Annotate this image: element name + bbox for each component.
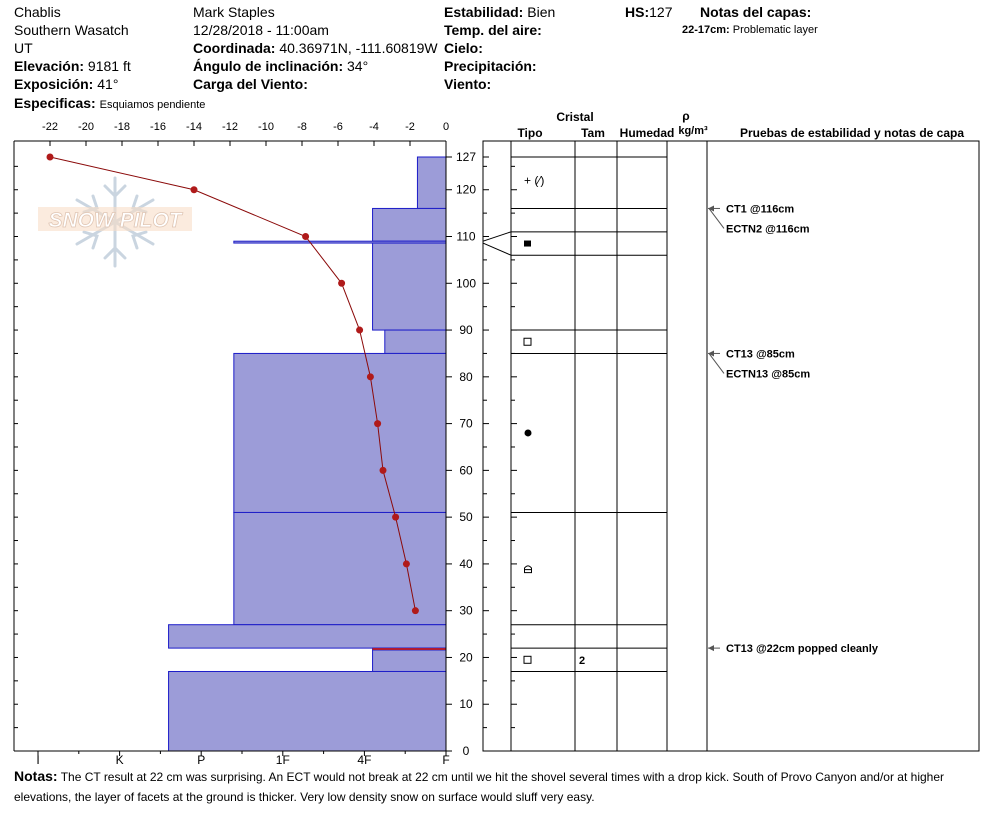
temp-tick-label: -6 (333, 121, 343, 133)
temperature-point (47, 154, 54, 161)
grain-round-icon (525, 429, 532, 436)
hardness-layer (234, 353, 446, 512)
hardness-layer (373, 650, 446, 672)
height-tick-label: 50 (459, 510, 473, 525)
snow-pilot-logo (38, 178, 192, 266)
stability-test-label: ECTN2 @116cm (726, 223, 810, 236)
tam-header: Tam (581, 126, 605, 140)
grain-symbol: + (⁄) (524, 173, 545, 188)
temperature-point (374, 420, 381, 427)
temp-tick-label: -12 (222, 121, 238, 133)
grain-square-icon (524, 338, 531, 345)
datetime: 12/28/2018 - 11:00am (193, 22, 329, 38)
height-tick-label: 70 (459, 416, 473, 431)
stability-value: Bien (527, 4, 556, 20)
logo-text: SNOW PILOT (48, 209, 182, 232)
hs-label: HS: (625, 4, 650, 20)
temperature-point (356, 327, 363, 334)
tests-header: Pruebas de estabilidad y notas de capa (739, 126, 965, 140)
stability-test-label: CT13 @22cm popped cleanly (726, 643, 878, 656)
notes (14, 766, 974, 807)
range: Southern Wasatch (14, 22, 129, 38)
temp-tick-label: -18 (114, 121, 130, 133)
temp-tick-label: -16 (150, 121, 166, 133)
temperature-point (380, 467, 387, 474)
layer-note-range: 22-17cm: (682, 24, 730, 36)
height-tick-label: 90 (459, 323, 473, 338)
hardness-layer (169, 625, 446, 648)
hardness-tick-label: 4F (357, 753, 372, 767)
temperature-point (412, 607, 419, 614)
coord-label: Coordinada: (193, 40, 276, 56)
wind-label: Viento: (444, 76, 492, 92)
height-tick-label: 80 (459, 369, 473, 384)
height-tick-label: 60 (459, 463, 473, 478)
aspect-value: 41° (97, 76, 119, 92)
humedad-header: Humedad (619, 126, 675, 140)
state: UT (14, 40, 33, 56)
stability-test-label: ECTN13 @85cm (726, 368, 811, 381)
test-arrow-icon (708, 645, 714, 651)
height-tick-label: 100 (455, 276, 477, 291)
layer-notes-label: Notas del capas: (700, 4, 812, 20)
slope-value: 34° (347, 58, 369, 74)
temp-tick-label: -8 (297, 121, 307, 133)
tipo-header: Tipo (517, 126, 543, 140)
hardness-tick-label: 1F (275, 753, 290, 767)
temp-tick-label: -10 (258, 121, 274, 133)
wind-load-label: Carga del Viento: (193, 76, 308, 92)
height-tick-label: 110 (456, 229, 476, 244)
hardness-layer (373, 243, 446, 330)
temperature-point (392, 514, 399, 521)
density-unit-header: kg/m³ (678, 125, 708, 137)
temperature-point (403, 560, 410, 567)
temperature-point (338, 280, 345, 287)
hardness-tick-label: K (115, 753, 124, 767)
temperature-point (367, 373, 374, 380)
precip-label: Precipitación: (444, 58, 537, 74)
hardness-tick-label: I (36, 753, 40, 767)
observer: Mark Staples (193, 4, 275, 20)
location: Chablis (14, 4, 61, 20)
aspect-label: Exposición: (14, 76, 94, 92)
elevation-value: 9181 ft (87, 58, 131, 74)
height-tick-label: 0 (462, 744, 470, 758)
hardness-layer (385, 330, 446, 353)
grain-solid-square-icon (524, 241, 531, 247)
temp-tick-label: -20 (78, 121, 94, 133)
notes-label: Notas: (14, 768, 58, 784)
temperature-point (191, 186, 198, 193)
hardness-layer (169, 671, 446, 751)
stability-test-label: CT1 @116cm (726, 203, 795, 216)
layer-connector (483, 243, 511, 255)
temp-tick-label: 0 (442, 121, 450, 133)
specifics-label: Especificas: (14, 95, 96, 111)
grain-square-icon (524, 656, 531, 663)
height-tick-label: 20 (459, 650, 473, 665)
hardness-tick-label: P (197, 753, 206, 767)
specifics-value: Esquiamos pendiente (99, 99, 206, 111)
slope-label: Ángulo de inclinación: (193, 58, 344, 74)
temperature-point (302, 233, 309, 240)
layer-note-text: Problematic layer (732, 24, 818, 36)
temp-tick-label: -4 (369, 121, 379, 133)
test-connector-line (709, 208, 724, 228)
sky-label: Cielo: (444, 40, 483, 56)
temp-tick-label: -22 (42, 121, 58, 133)
hardness-tick-label: F (442, 753, 450, 767)
elevation-label: Elevación: (14, 58, 85, 74)
test-connector-line (709, 353, 724, 373)
hardness-layer (373, 208, 446, 241)
cristal-header: Cristal (556, 110, 594, 124)
grain-size: 2 (579, 654, 586, 667)
hardness-layer (417, 157, 446, 208)
temp-tick-label: -2 (405, 121, 415, 133)
height-tick-label: 120 (455, 182, 477, 197)
stability-label: Estabilidad: (444, 4, 524, 20)
hs-value: 127 (649, 4, 673, 20)
temp-tick-label: -14 (186, 121, 202, 133)
height-tick-label: 10 (459, 697, 473, 712)
coord-value: 40.36971N, -111.60819W (279, 40, 438, 56)
height-tick-label: 40 (459, 556, 473, 571)
notes-text: The CT result at 22 cm was surprising. An ECT would not break at 22 cm until we hit the shovel several times with a drop kick. South of Provo Canyon and/or at higher elevations, the layer of facets at the ground is thicker. Very low density snow on surface would sluff very easy. (14, 770, 945, 804)
height-tick-label: 127 (455, 150, 477, 164)
stability-test-label: CT13 @85cm (726, 348, 795, 361)
rho-header: ρ (682, 109, 690, 123)
height-tick-label: 30 (459, 603, 473, 618)
air-temp-label: Temp. del aire: (444, 22, 542, 38)
grain-depth-hoar-icon (525, 566, 532, 573)
layer-table (483, 109, 979, 751)
